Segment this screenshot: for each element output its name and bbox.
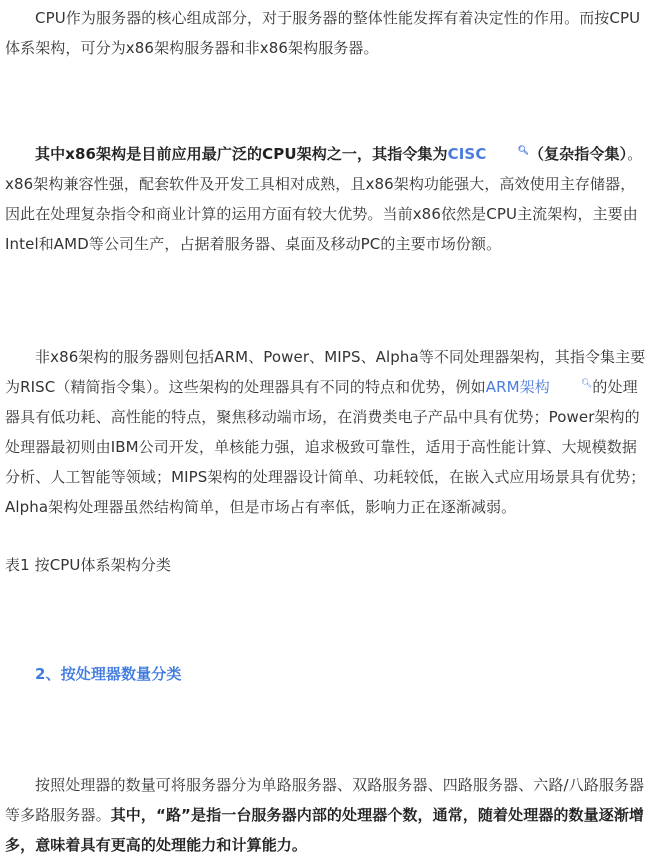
- section-heading-text: 2、按处理器数量分类: [35, 665, 182, 683]
- non-x86-rest-text: 的处理器具有低功耗、高性能的特点，聚焦移动端市场，在消费类电子产品中具有优势；Power架构的处理器最初则由IBM公司开发，单核能力强，追求极致可靠性，适用于高性能计算、大规模数据分析、人工智能等领域；MIPS架构的处理器设计简单、功耗较低，在嵌入式应用场景具有优势；Alpha架构处理器虽然结构简单，但是市场占有率低，影响力正在逐渐减弱。: [5, 378, 646, 516]
- search-icon: 🔍︎: [580, 379, 593, 389]
- section-heading: [5, 659, 181, 689]
- paragraph-cpu-overview: [5, 3, 650, 63]
- x86-rest-text: 。x86架构兼容性强，配套软件及开发工具相对成熟，且x86架构功能强大，高效使用主存储器，因此在处理复杂指令和商业计算的运用方面有较大优势。当前x86依然是CPU主流架构，主要由Intel和AMD等公司生产，占据着服务器、桌面及移动PC的主要市场份额。: [5, 145, 643, 253]
- processor-count-lead-text: 按照处理器的数量可将服务器分为单路服务器、双路服务器、四路服务器、六路/八路服务器等多路服务器。: [5, 776, 645, 824]
- paragraph-processor-count: [5, 770, 650, 860]
- table-caption: 表1 按CPU体系架构分类: [5, 556, 172, 574]
- arm-link-label: ARM架构: [485, 378, 550, 396]
- search-icon: 🔍︎: [517, 146, 529, 156]
- cisc-link-label: CISC: [447, 145, 487, 163]
- arm-architecture-link[interactable]: [486, 378, 593, 396]
- non-x86-lead-text: 非x86架构的服务器则包括ARM、Power、MIPS、Alpha等不同处理器架构，其指令集主要为RISC（精简指令集）。这些架构的处理器具有不同的特点和优势，例如: [5, 348, 646, 396]
- x86-bold-lead: 其中x86架构是目前应用最广泛的CPU架构之一，其指令集为: [35, 145, 448, 163]
- paragraph-non-x86: [5, 342, 650, 522]
- paragraph-x86: [5, 139, 650, 259]
- cisc-link[interactable]: [448, 145, 529, 163]
- processor-count-bold-text: 其中，“路”是指一台服务器内部的处理器个数，通常，随着处理器的数量逐渐增多，意味着具有更高的处理能力和计算能力。: [5, 806, 645, 854]
- cisc-bold-paren: （复杂指令集）: [528, 145, 628, 163]
- paragraph-text: CPU作为服务器的核心组成部分，对于服务器的整体性能发挥有着决定性的作用。而按CPU体系架构，可分为x86架构服务器和非x86架构服务器。: [5, 9, 641, 57]
